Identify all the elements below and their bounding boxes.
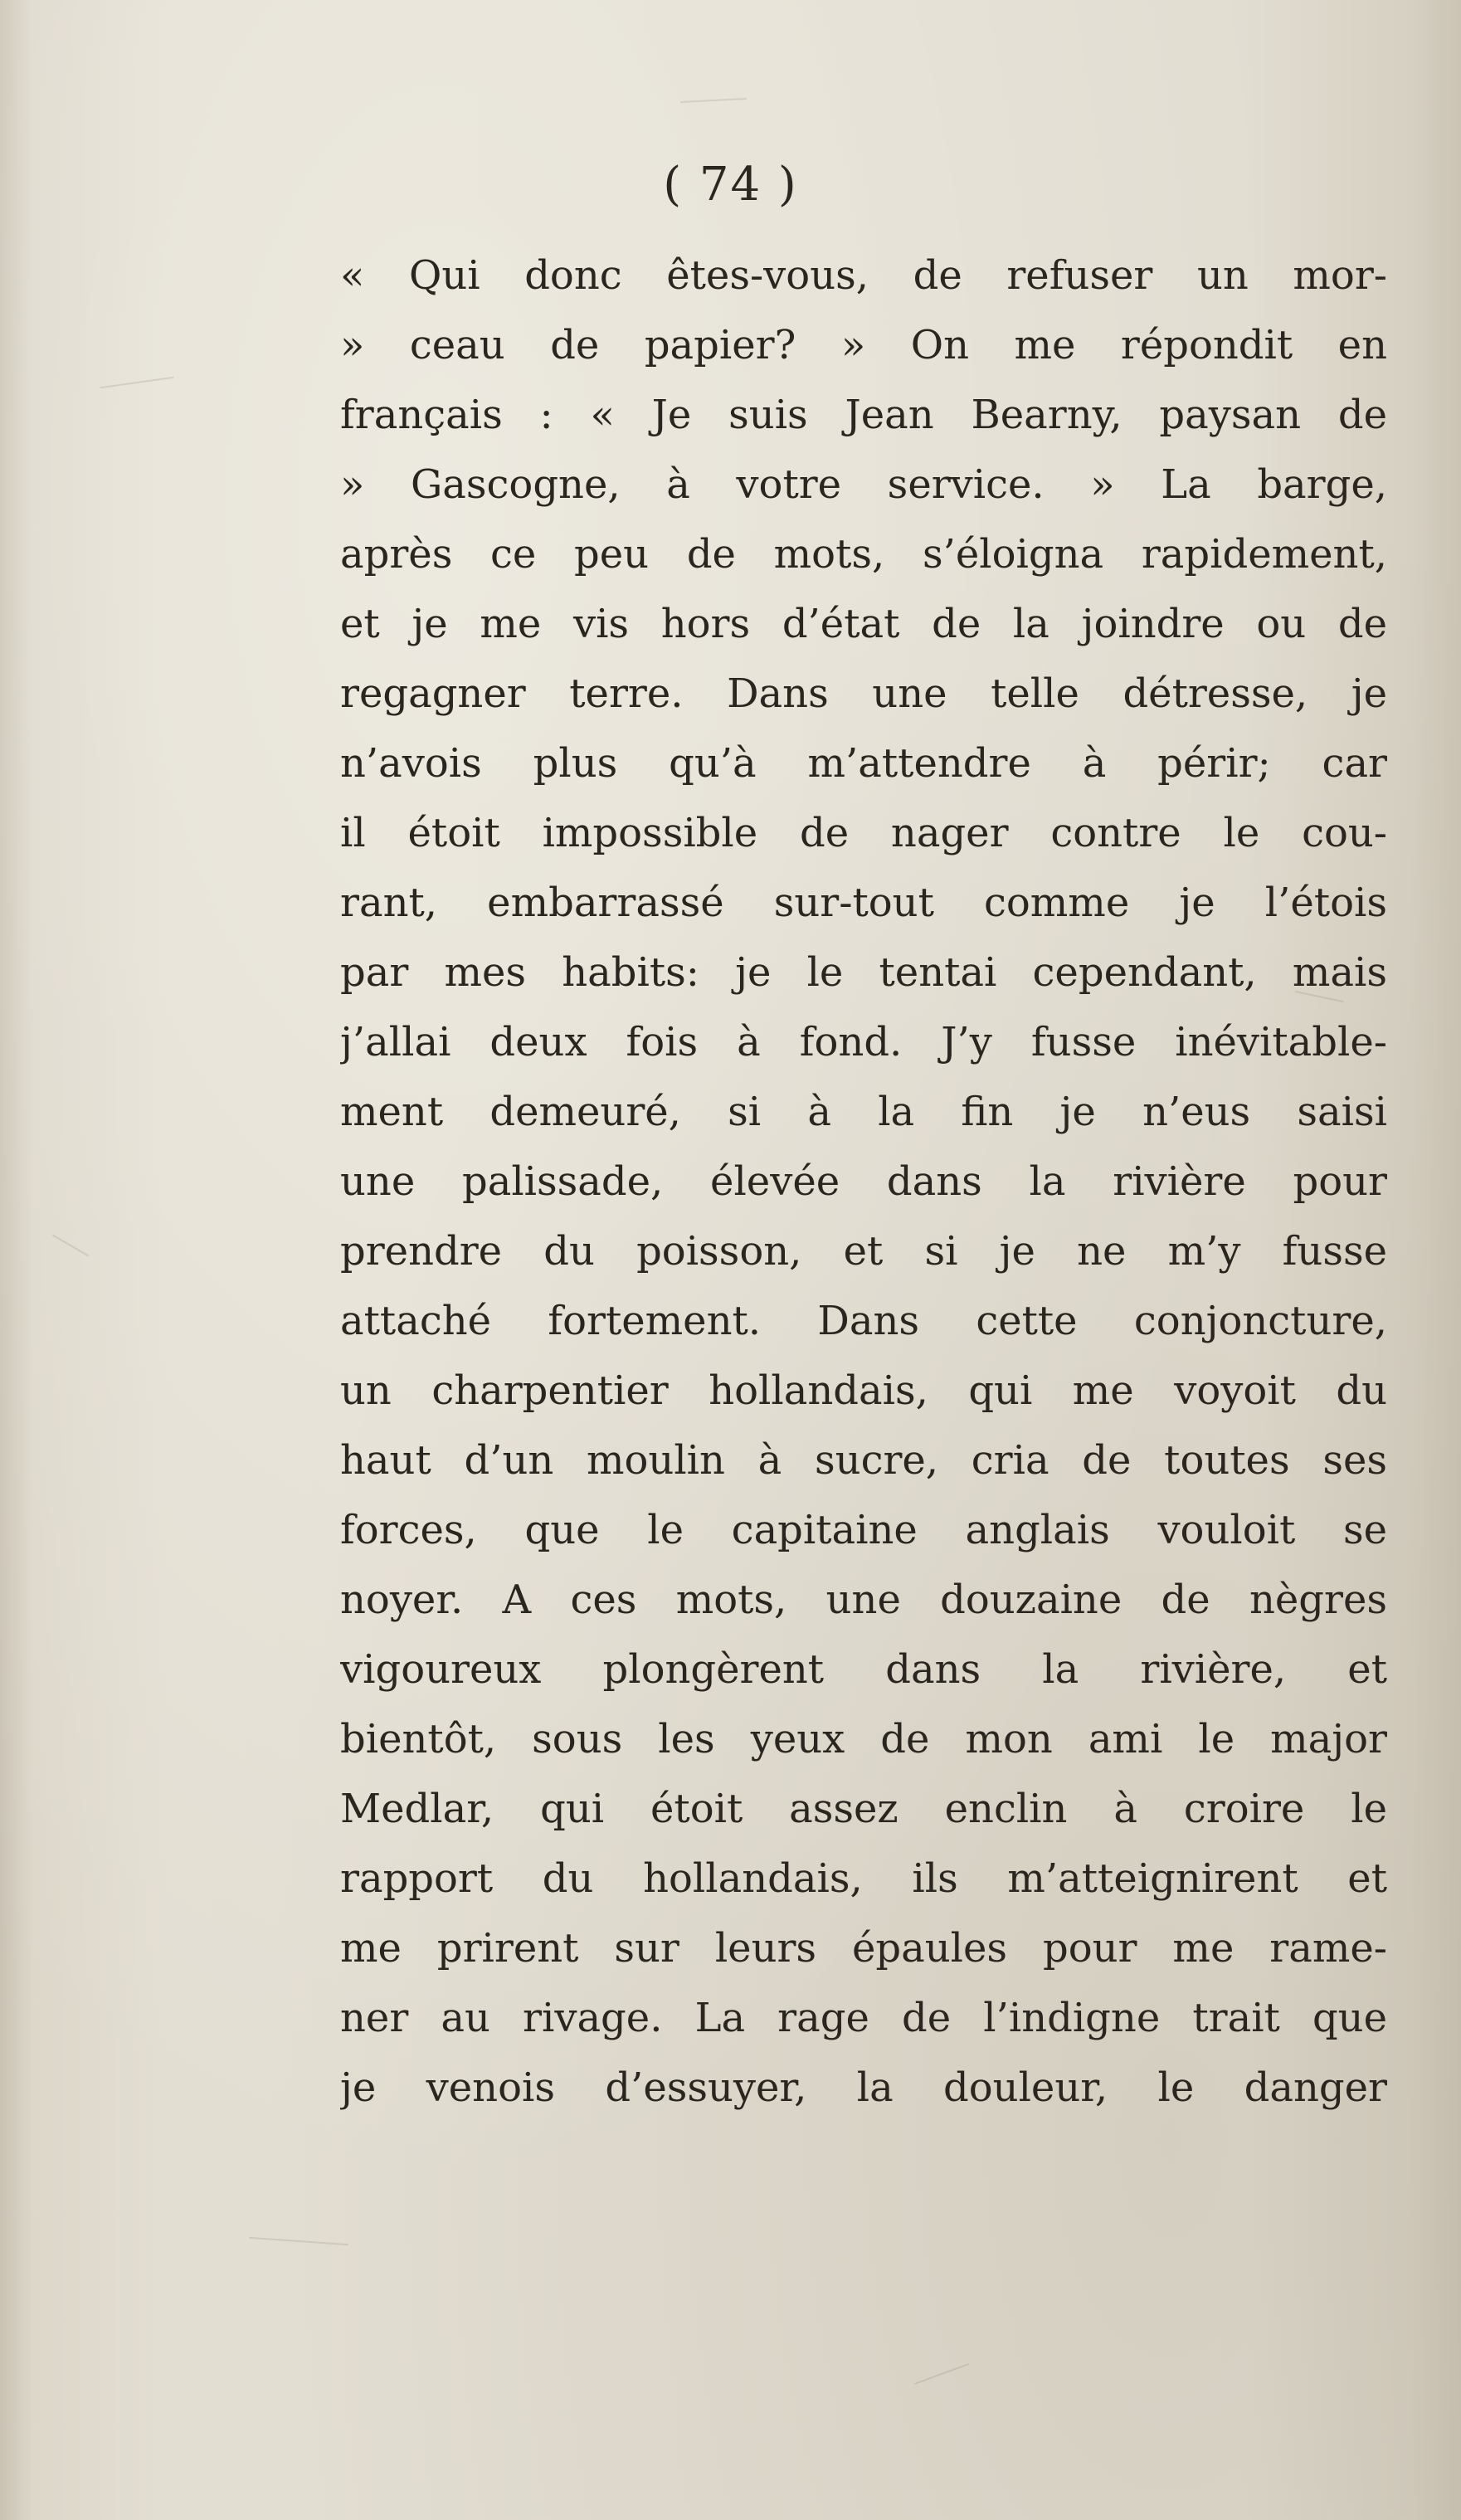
paper-fibre [249, 2237, 348, 2245]
body-text [340, 241, 1387, 2123]
text-line: attaché fortement. Dans cette conjoncture, [340, 1298, 1387, 1344]
text-line: » Gascogne, à votre service. » La barge, [340, 461, 1387, 508]
text-line: Medlar, qui étoit assez enclin à croire le [340, 1786, 1387, 1832]
text-line: forces, que le capitaine anglais vouloit se [340, 1507, 1387, 1553]
text-line: regagner terre. Dans une telle détresse, je [340, 670, 1387, 717]
text-line: prendre du poisson, et si je ne m’y fusse [340, 1228, 1387, 1275]
paper-fibre [680, 98, 747, 103]
text-line: « Qui donc êtes-vous, de refuser un mor- [340, 252, 1387, 299]
paper-fibre [52, 1235, 89, 1257]
text-line: un charpentier hollandais, qui me voyoit du [340, 1367, 1387, 1414]
text-line: ment demeuré, si à la fin je n’eus saisi [340, 1089, 1387, 1135]
page-number: ( 74 ) [663, 158, 798, 212]
text-line: rant, embarrassé sur-tout comme je l’étois [340, 880, 1387, 926]
text-line: rapport du hollandais, ils m’atteignirent et [340, 1855, 1387, 1902]
text-line: français : « Je suis Jean Bearny, paysan de [340, 392, 1387, 438]
paper-fibre [100, 377, 173, 389]
text-line: haut d’un moulin à sucre, cria de toutes ses [340, 1437, 1387, 1484]
text-line: » ceau de papier? » On me répondit en [340, 322, 1387, 368]
text-line: il étoit impossible de nager contre le cou- [340, 810, 1387, 856]
text-line: et je me vis hors d’état de la joindre ou de [340, 601, 1387, 647]
text-line: noyer. A ces mots, une douzaine de nègres [340, 1577, 1387, 1623]
text-line: par mes habits: je le tentai cependant, mais [340, 949, 1387, 996]
text-line: après ce peu de mots, s’éloigna rapidement, [340, 531, 1387, 578]
text-line: une palissade, élevée dans la rivière pour [340, 1158, 1387, 1205]
text-line: je venois d’essuyer, la douleur, le danger [340, 2064, 1387, 2111]
text-line: ner au rivage. La rage de l’indigne trait que [340, 1995, 1387, 2041]
text-line: vigoureux plongèrent dans la rivière, et [340, 1646, 1387, 1693]
text-line: bientôt, sous les yeux de mon ami le major [340, 1716, 1387, 1762]
text-line: j’allai deux fois à fond. J’y fusse inévitable- [340, 1019, 1387, 1065]
text-line: n’avois plus qu’à m’attendre à périr; car [340, 740, 1387, 787]
text-line: me prirent sur leurs épaules pour me rame- [340, 1925, 1387, 1972]
paper-fibre [914, 2363, 969, 2385]
